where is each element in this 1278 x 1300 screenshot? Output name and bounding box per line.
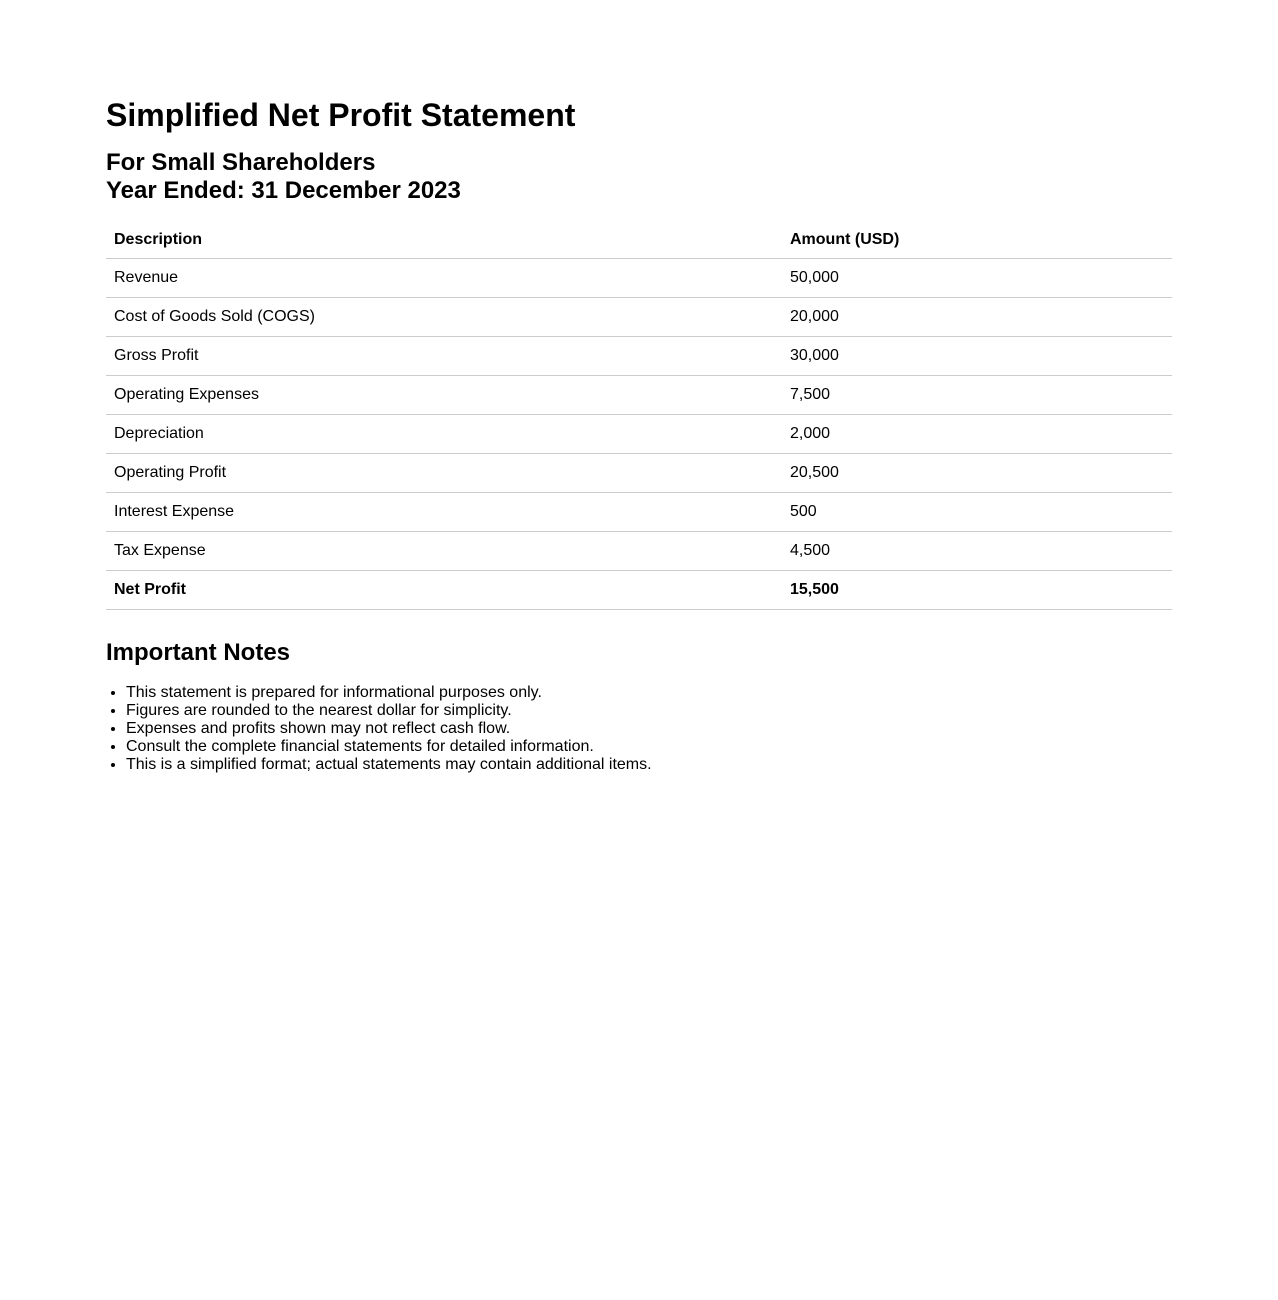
row-description: Depreciation bbox=[106, 415, 782, 454]
row-amount: 4,500 bbox=[782, 532, 1172, 571]
subtitle-block bbox=[106, 149, 1172, 205]
row-amount: 2,000 bbox=[782, 415, 1172, 454]
note-item: • This is a simplified format; actual statements may contain additional items. bbox=[126, 756, 1172, 774]
row-amount: 20,500 bbox=[782, 454, 1172, 493]
row-amount: 7,500 bbox=[782, 376, 1172, 415]
row-amount: 500 bbox=[782, 493, 1172, 532]
page-title: Simplified Net Profit Statement bbox=[106, 97, 576, 133]
table-header-row bbox=[106, 221, 1172, 259]
row-amount: 30,000 bbox=[782, 337, 1172, 376]
net-profit-label: Net Profit bbox=[106, 571, 782, 610]
row-description: Revenue bbox=[106, 259, 782, 298]
row-description: Tax Expense bbox=[106, 532, 782, 571]
table-row bbox=[106, 259, 1172, 298]
table-row bbox=[106, 376, 1172, 415]
note-item: • Expenses and profits shown may not reflect cash flow. bbox=[126, 720, 1172, 738]
notes-heading: Important Notes bbox=[106, 639, 291, 666]
subtitle-period: Year Ended: 31 December 2023 bbox=[106, 177, 461, 204]
row-amount: 50,000 bbox=[782, 259, 1172, 298]
row-description: Operating Profit bbox=[106, 454, 782, 493]
note-item: • Figures are rounded to the nearest dollar for simplicity. bbox=[126, 702, 1172, 720]
row-description: Cost of Goods Sold (COGS) bbox=[106, 298, 782, 337]
table-row bbox=[106, 493, 1172, 532]
profit-table bbox=[106, 221, 1172, 610]
row-description: Gross Profit bbox=[106, 337, 782, 376]
table-row bbox=[106, 454, 1172, 493]
header-amount: Amount (USD) bbox=[782, 221, 1172, 259]
table-row bbox=[106, 532, 1172, 571]
table-row bbox=[106, 337, 1172, 376]
row-description: Operating Expenses bbox=[106, 376, 782, 415]
note-item: • This statement is prepared for informational purposes only. bbox=[126, 684, 1172, 702]
row-description: Interest Expense bbox=[106, 493, 782, 532]
notes-list bbox=[106, 684, 1172, 774]
header-description: Description bbox=[106, 221, 782, 259]
table-row bbox=[106, 298, 1172, 337]
net-profit-amount: 15,500 bbox=[782, 571, 1172, 610]
table-row bbox=[106, 415, 1172, 454]
row-amount: 20,000 bbox=[782, 298, 1172, 337]
note-item: • Consult the complete financial statements for detailed information. bbox=[126, 738, 1172, 756]
net-profit-row bbox=[106, 571, 1172, 610]
subtitle-audience: For Small Shareholders bbox=[106, 149, 376, 176]
